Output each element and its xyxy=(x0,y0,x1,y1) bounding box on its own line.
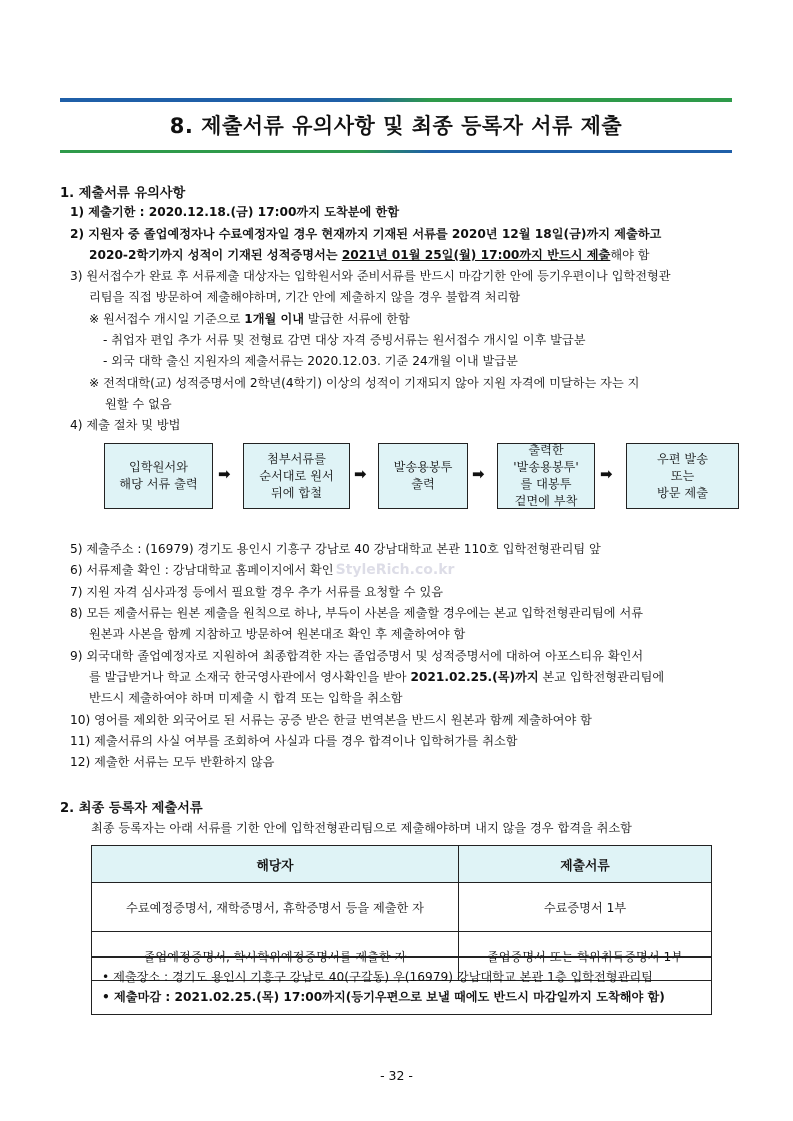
item-8-line2: 원본과 사본을 함께 지참하고 방문하여 원본대조 확인 후 제출하여야 함 xyxy=(89,627,466,641)
deadline-value: 2021.02.25.(목) 17:00까지(등기우편으로 보낼 때에도 반드시 마감일까지 도착해야 함) xyxy=(174,990,665,1004)
dash-2: - 외국 대학 출신 지원자의 제출서류는 2020.12.03. 기준 24개월 이내 발급분 xyxy=(103,354,518,368)
item-4: 4) 제출 절차 및 방법 xyxy=(70,418,181,432)
item-2-line1: 2) 지원자 중 졸업예정자나 수료예정자일 경우 현재까지 기재된 서류를 2020년 12월 18일(금)까지 제출하고 xyxy=(70,227,662,241)
table-header-row xyxy=(92,846,712,883)
header-top-rule xyxy=(60,98,732,102)
note-1-emph: 1개월 이내 xyxy=(244,312,305,326)
flow-step-3 xyxy=(378,443,468,509)
flow-arrow: ➡ xyxy=(600,465,613,483)
section2-heading: 2. 최종 등록자 제출서류 xyxy=(60,801,203,816)
flow-step-1 xyxy=(104,443,213,509)
flow-step-5-line: 방문 제출 xyxy=(657,485,708,500)
section1-heading: 1. 제출서류 유의사항 xyxy=(60,186,186,201)
item-3-line1: 3) 원서접수가 완료 후 서류제출 대상자는 입학원서와 준비서류를 반드시 마감기한 안에 등기우편이나 입학전형관 xyxy=(70,269,671,283)
dash-1: - 취업자 편입 추가 서류 및 전형료 감면 대상 자격 증빙서류는 원서접수 개시일 이후 발급분 xyxy=(103,333,586,347)
table-cell: 수료증명서 1부 xyxy=(459,883,712,932)
item-11: 11) 제출서류의 사실 여부를 조회하여 사실과 다를 경우 합격이나 입학허가를 취소함 xyxy=(70,734,518,748)
header-bottom-rule xyxy=(60,150,732,153)
page-title: 8. 제출서류 유의사항 및 최종 등록자 서류 제출 xyxy=(169,114,623,138)
flow-step-2-line: 순서대로 원서 xyxy=(259,468,334,483)
table-header: 제출서류 xyxy=(459,846,712,883)
submission-place: • 제출장소 : 경기도 용인시 기흥구 강남로 40(구갈동) 우(16979) 강남대학교 본관 1층 입학전형관리팀 xyxy=(102,970,653,984)
flow-arrow: ➡ xyxy=(354,465,367,483)
flow-step-4-line: '발송용봉투' xyxy=(513,460,579,474)
flow-step-1-line: 입학원서와 xyxy=(129,460,188,474)
flow-step-4-line: 출력한 xyxy=(528,443,564,457)
table-cell: 수료예정증명서, 재학증명서, 휴학증명서 등을 제출한 자 xyxy=(92,883,459,932)
item-12: 12) 제출한 서류는 모두 반환하지 않음 xyxy=(70,755,275,769)
note-1-a: ※ 원서접수 개시일 기준으로 xyxy=(89,312,245,326)
submission-deadline xyxy=(102,988,665,1005)
item-8-line1: 8) 모든 제출서류는 원본 제출을 원칙으로 하나, 부득이 사본을 제출할 경우에는 본교 입학전형관리팀에 서류 xyxy=(70,606,643,620)
flow-step-2-line: 뒤에 합철 xyxy=(271,485,322,500)
watermark: StyleRich.co.kr xyxy=(335,562,455,578)
item-2-tail: 해야 함 xyxy=(610,248,650,262)
deadline-label: • 제출마감 : xyxy=(102,990,175,1004)
item-3-line2: 리팀을 직접 방문하여 제출해야하며, 기간 안에 제출하지 않을 경우 불합격 처리함 xyxy=(89,290,521,304)
item-2-line2 xyxy=(89,245,650,266)
table-row xyxy=(92,883,712,932)
flow-step-3-line: 발송용봉투 xyxy=(393,460,453,474)
item-9-text: 를 발급받거나 학교 소재국 한국영사관에서 영사확인을 받아 xyxy=(89,670,411,684)
item-7: 7) 지원 자격 심사과정 등에서 필요할 경우 추가 서류를 요청할 수 있음 xyxy=(70,585,443,599)
flow-step-5 xyxy=(626,443,739,509)
item-2-deadline: 2021년 01월 25일(월) 17:00까지 반드시 제출 xyxy=(341,248,611,262)
flow-step-5-line: 또는 xyxy=(670,468,695,483)
item-9-tail: 본교 입학전형관리팀에 xyxy=(538,670,665,684)
note-1 xyxy=(89,309,410,330)
item-9-date: 2021.02.25.(목)까지 xyxy=(410,670,539,684)
flow-step-4-line: 를 대봉투 xyxy=(520,477,572,491)
item-9-line2 xyxy=(89,667,664,688)
flow-step-2-line: 첨부서류를 xyxy=(267,451,326,466)
table-cell: 졸업예정증명서, 학사학위예정증명서를 제출한 자 xyxy=(92,932,459,981)
submission-note-box xyxy=(91,956,712,1015)
item-10: 10) 영어를 제외한 외국어로 된 서류는 공증 받은 한글 번역본을 반드시 원본과 함께 제출하여야 함 xyxy=(70,713,592,727)
flow-step-2 xyxy=(243,443,350,509)
table-header: 해당자 xyxy=(92,846,459,883)
flow-step-5-line: 우편 발송 xyxy=(657,451,708,466)
flow-arrow: ➡ xyxy=(472,465,485,483)
section2-intro: 최종 등록자는 아래 서류를 기한 안에 입학전형관리팀으로 제출해야하며 내지 않을 경우 합격을 취소함 xyxy=(91,821,632,835)
item-9-line3: 반드시 제출하여야 하며 미제출 시 합격 또는 입학을 취소함 xyxy=(89,691,403,705)
note-2-line2: 원할 수 없음 xyxy=(105,397,172,411)
flow-step-4 xyxy=(497,443,595,509)
item-9-line1: 9) 외국대학 졸업예정자로 지원하여 최종합격한 자는 졸업증명서 및 성적증명서에 대하여 아포스티유 확인서 xyxy=(70,649,644,663)
item-6: 6) 서류제출 확인 : 강남대학교 홈페이지에서 확인 xyxy=(70,563,334,577)
flow-step-3-line: 출력 xyxy=(411,477,435,491)
item-5: 5) 제출주소 : (16979) 경기도 용인시 기흥구 강남로 40 강남대학교 본관 110호 입학전형관리팀 앞 xyxy=(70,542,601,556)
flow-arrow: ➡ xyxy=(218,465,231,483)
table-cell: 졸업증명서 또는 학위취득증명서 1부 xyxy=(459,932,712,981)
flow-step-1-line: 해당 서류 출력 xyxy=(119,477,198,491)
note-1-c: 발급한 서류에 한함 xyxy=(304,312,410,326)
flow-step-4-line: 겉면에 부착 xyxy=(514,494,578,508)
page-number: - 32 - xyxy=(380,1068,413,1083)
item-1: 1) 제출기한 : 2020.12.18.(금) 17:00까지 도착분에 한함 xyxy=(70,205,400,219)
note-2-line1: ※ 전적대학(교) 성적증명서에 2학년(4학기) 이상의 성적이 기재되지 않아 지원 자격에 미달하는 자는 지 xyxy=(89,376,640,390)
item-2-text: 2020-2학기까지 성적이 기재된 성적증명서는 xyxy=(89,248,342,262)
